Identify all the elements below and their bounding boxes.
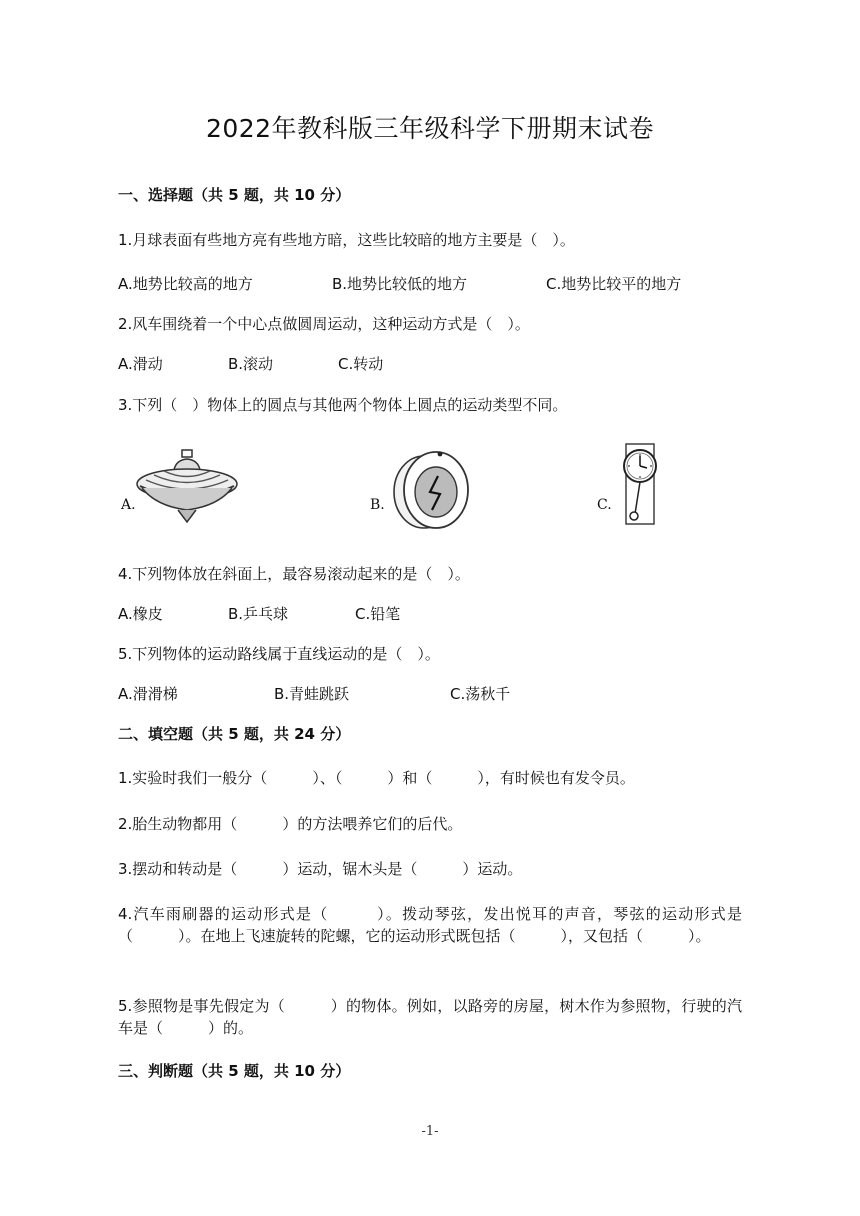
question-4: 4.下列物体放在斜面上，最容易滚动起来的是（ ）。 xyxy=(118,565,470,583)
fill-question-2: 2.胎生动物都用（ ）的方法喂养它们的后代。 xyxy=(118,815,463,833)
q2-option-b: B.滚动 xyxy=(228,355,274,373)
q3-option-c-label: C. xyxy=(597,497,612,513)
q4-option-a: A.橡皮 xyxy=(118,605,163,623)
question-2: 2.风车围绕着一个中心点做圆周运动，这种运动方式是（ ）。 xyxy=(118,315,530,333)
question-3: 3.下列（ ）物体上的圆点与其他两个物体上圆点的运动类型不同。 xyxy=(118,396,568,414)
q5-option-a: A.滑滑梯 xyxy=(118,685,178,703)
question-5: 5.下列物体的运动路线属于直线运动的是（ ）。 xyxy=(118,645,440,663)
fill-question-3: 3.摆动和转动是（ ）运动，锯木头是（ ）运动。 xyxy=(118,860,523,878)
yoyo-icon xyxy=(390,448,474,532)
q4-option-c: C.铅笔 xyxy=(355,605,401,623)
q1-option-b: B.地势比较低的地方 xyxy=(332,275,468,293)
q3-option-b-label: B. xyxy=(370,497,385,513)
section-heading-choice: 一、选择题（共 5 题，共 10 分） xyxy=(118,186,351,204)
q2-option-a: A.滑动 xyxy=(118,355,163,373)
pendulum-clock-icon xyxy=(616,442,664,528)
q5-option-b: B.青蛙跳跃 xyxy=(274,685,350,703)
question-1: 1.月球表面有些地方亮有些地方暗，这些比较暗的地方主要是（ ）。 xyxy=(118,231,575,249)
page-number: -1- xyxy=(421,1124,439,1139)
spinning-top-icon xyxy=(136,448,242,526)
q1-option-c: C.地势比较平的地方 xyxy=(546,275,682,293)
section-heading-fill: 二、填空题（共 5 题，共 24 分） xyxy=(118,725,351,743)
fill-question-1: 1.实验时我们一般分（ ）、（ ）和（ ），有时候也有发令员。 xyxy=(118,769,635,787)
section-heading-judge: 三、判断题（共 5 题，共 10 分） xyxy=(118,1062,351,1080)
q1-option-a: A.地势比较高的地方 xyxy=(118,275,253,293)
q3-option-a-label: A. xyxy=(121,497,136,513)
fill-question-4: 4.汽车雨刷器的运动形式是（ ）。拨动琴弦，发出悦耳的声音，琴弦的运动形式是（ ）。在地上飞速旋转的陀螺，它的运动形式既包括（ ），又包括（ ）。 xyxy=(118,905,742,945)
q4-option-b: B.乒乓球 xyxy=(228,605,289,623)
q5-option-c: C.荡秋千 xyxy=(450,685,511,703)
fill-question-5: 5.参照物是事先假定为（ ）的物体。例如，以路旁的房屋，树木作为参照物，行驶的汽车是（ ）的。 xyxy=(118,997,742,1037)
q2-option-c: C.转动 xyxy=(338,355,384,373)
page-title: 2022年教科版三年级科学下册期末试卷 xyxy=(205,114,655,143)
